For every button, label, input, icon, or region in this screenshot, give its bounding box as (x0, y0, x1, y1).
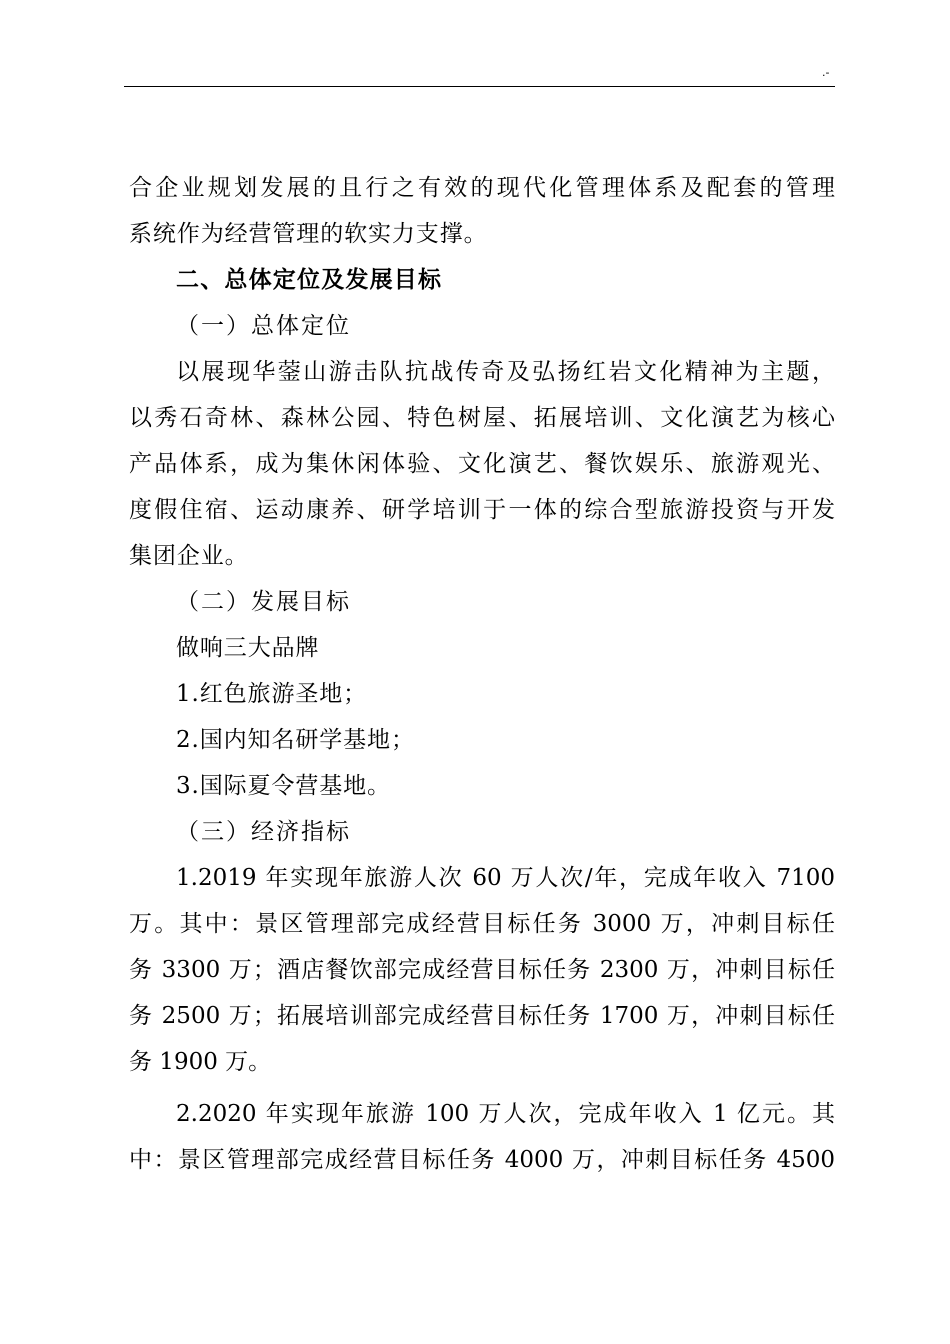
subsection-heading: （一）总体定位 (176, 313, 351, 339)
body-line: 务 3300 万；酒店餐饮部完成经营目标任务 2300 万，冲刺目标任 (129, 957, 835, 983)
body-line: 集团企业。 (129, 543, 249, 569)
body-line: 产品体系，成为集休闲体验、文化演艺、餐饮娱乐、旅游观光、 (129, 451, 835, 477)
list-item: 2.国内知名研学基地； (176, 727, 415, 753)
document-body (129, 165, 835, 1183)
body-line: 度假住宿、运动康养、研学培训于一体的综合型旅游投资与开发 (129, 497, 835, 523)
body-line: 做响三大品牌 (176, 635, 320, 661)
header-rule (124, 86, 835, 87)
subsection-heading: （三）经济指标 (176, 819, 351, 845)
body-line: 中：景区管理部完成经营目标任务 4000 万，冲刺目标任务 4500 (129, 1147, 835, 1173)
body-line: 1.2019 年实现年旅游人次 60 万人次/年，完成年收入 7100 (176, 865, 835, 891)
section-heading: 二、总体定位及发展目标 (176, 267, 443, 293)
body-line: 务 2500 万；拓展培训部完成经营目标任务 1700 万，冲刺目标任 (129, 1003, 835, 1029)
list-item: 3.国际夏令营基地。 (176, 773, 391, 799)
body-line: 2.2020 年实现年旅游 100 万人次，完成年收入 1 亿元。其 (176, 1101, 835, 1127)
body-line: 系统作为经营管理的软实力支撑。 (129, 221, 488, 247)
body-line: 以秀石奇林、森林公园、特色树屋、拓展培训、文化演艺为核心 (129, 405, 835, 431)
subsection-heading: （二）发展目标 (176, 589, 351, 615)
list-item: 1.红色旅游圣地； (176, 681, 368, 707)
body-line: 合企业规划发展的且行之有效的现代化管理体系及配套的管理 (129, 175, 835, 201)
body-line: 以展现华蓥山游击队抗战传奇及弘扬红岩文化精神为主题， (176, 359, 835, 385)
body-line: 万。其中：景区管理部完成经营目标任务 3000 万，冲刺目标任 (129, 911, 835, 937)
header-mark: .- (822, 66, 830, 79)
body-line: 务 1900 万。 (129, 1049, 272, 1075)
